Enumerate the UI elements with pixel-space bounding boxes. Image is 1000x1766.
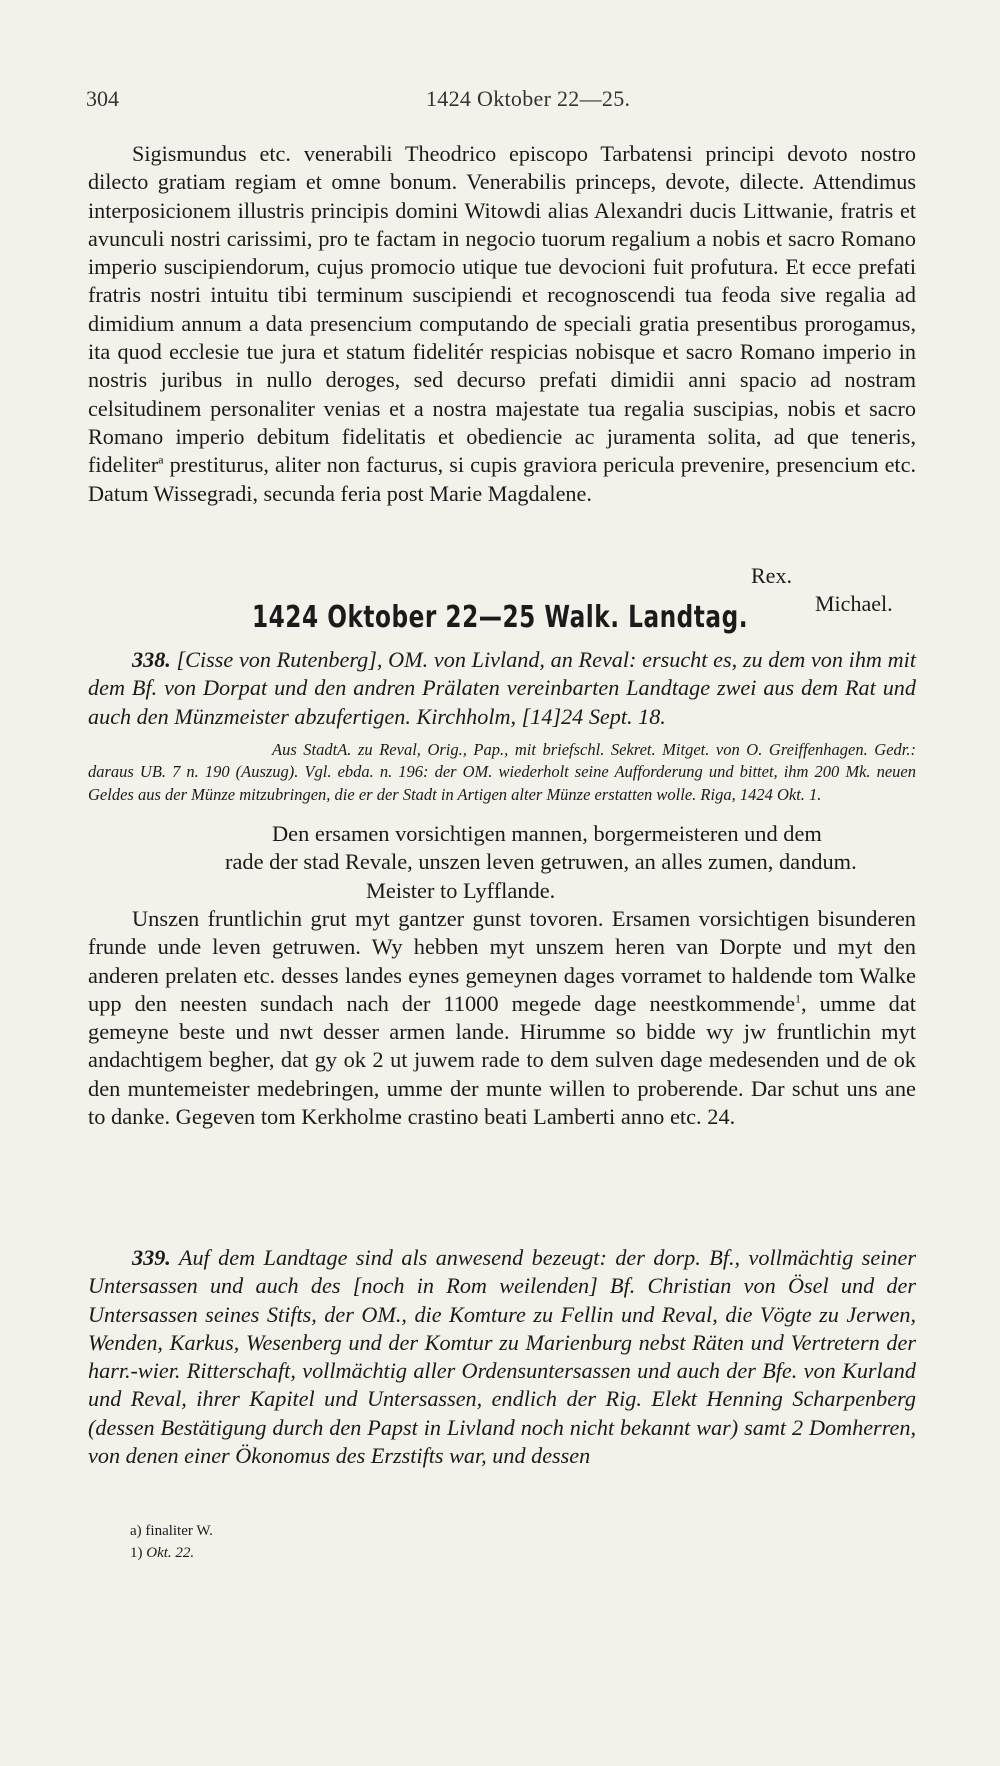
footnote-1: 1) Okt. 22.: [130, 1545, 195, 1561]
page-number: 304: [86, 86, 119, 111]
doc-338-regest: 338. [Cisse von Rutenberg], OM. von Livland, an Reval: ersucht es, zu dem von ihm mit dem Bf. von Dorpat und den andren Prälaten vereinbarten Landtage zwei aus dem Rat und auch den Münzmeister abzufertigen. Kirchholm, [14]24 Sept. 18.: [88, 647, 916, 729]
doc-338-address-line-1: Den ersamen vorsichtigen mannen, borgermeisteren und dem: [272, 821, 822, 847]
note-marker-1: 1: [795, 991, 802, 1006]
letter-337-text: Sigismundus etc. venerabili Theodrico episcopo Tarbatensi principi devoto nostro dilecto gratiam regiam et omne bonum. Venerabilis princeps, devote, dilecte. Attendimus interposicionem illustris principis domini Witowdi alias Alexandri ducis Littwanie, fratris et avunculi nostri carissimi, pro te factam in negocio tuorum regalium a nobis et sacro Romano imperio suscipiendorum, cujus promocio utique tue devocioni fuit profutura. Et ecce prefati fratris nostri intuitu tibi terminum suscipiendi et recognoscendi tua feoda sive regalia ad dimidium annum a data presencium computando de speciali gratia presentibus prorogamus, ita quod ecclesie tue jura et statum fidelitér respicias nobisque et sacro Romano imperio in nostris juribus in nullo deroges, sed decurso prefati dimidii anni spacio ad nostram celsitudinem personaliter venias et a nostra majestate tua regalia suscipias, nobis et sacro Romano imperio debitum fidelitatis et obediencie ac juramenta solita, ad que teneris, fideliter$^a$ prestiturus, aliter non facturus, si cupis graviora pericula prevenire, presencium etc. Datum Wissegradi, secunda feria post Marie Magdalene.: [88, 141, 916, 506]
doc-338-address-line-2: rade der stad Revale, unszen leven getruwen, an alles zumen, dandum.: [225, 849, 857, 875]
doc-339: [88, 1244, 916, 1470]
note-marker-a: a: [158, 452, 164, 467]
document-heading: 1424 Oktober 22—25 Walk. Landtag.: [251, 600, 749, 635]
rex: Rex.: [751, 563, 792, 588]
running-header: [86, 86, 920, 116]
doc-338-source: Aus StadtA. zu Reval, Orig., Pap., mit briefschl. Sekret. Mitget. von O. Greiffenhagen. Gedr.: daraus UB. 7 n. 190 (Auszug). Vgl. ebda. n. 196: der OM. wiederholt seine Aufforderung und bittet, ihm 200 Mk. neuen Geldes aus der Münze mitzubringen, die er der Stadt in Artigen alter Münze erstatten wolle. Riga, 1424 Okt. 1.: [88, 739, 916, 804]
doc-339-regest: 339. Auf dem Landtage sind als anwesend bezeugt: der dorp. Bf., vollmächtig seiner Untersassen und auch des [noch in Rom weilenden] Bf. Christian von Ösel und der Untersassen seines Stifts, der OM., die Komture zu Fellin und Reval, die Vögte zu Jerwen, Wenden, Karkus, Wesenberg und der Komtur zu Marienburg nebst Räten und Vertretern der harr.-wier. Ritterschaft, vollmächtig aller Ordensuntersassen und auch der Bfe. von Kurland und Reval, ihrer Kapitel und Untersassen, endlich der Rig. Elekt Henning Scharpenberg (dessen Bestätigung durch den Papst in Livland noch nicht bekannt war) samt 2 Domherren, von denen einer Ökonomus des Erzstifts war, und dessen: [88, 1245, 917, 1469]
doc-338: [88, 646, 916, 1131]
footnotes: [130, 1520, 213, 1564]
signer: Michael.: [815, 591, 893, 616]
letter-337: [88, 140, 916, 508]
doc-339-number: 339.: [132, 1245, 171, 1270]
footnote-a: a) finaliter W.: [130, 1523, 213, 1539]
header-date: 1424 Oktober 22—25.: [426, 86, 631, 111]
doc-338-number: 338.: [132, 647, 171, 672]
doc-338-sender: Meister to Lyfflande.: [366, 877, 556, 903]
doc-338-body: Unszen fruntlichin grut myt gantzer gunst tovoren. Ersamen vorsichtigen bisunderen frunde unde leven getruwen. Wy hebben myt unszem heren van Dorpte und myt den anderen prelaten etc. desses landes eynes gemeynen dages vorramet to haldende tom Walke upp den neesten sundach nach der 11000 megede dage neestkommende$^1$, umme dat gemeyne beste und nwt desser armen lande. Hirumme so bidde wy jw fruntlichin myt andachtigem begher, dat gy ok 2 ut juwem rade to dem sulven dage medesenden und de ok den muntemeister medebringen, umme der munte willen to proberende. Dar schut uns ane to danke. Gegeven tom Kerkholme crastino beati Lamberti anno etc. 24.: [88, 906, 916, 1130]
